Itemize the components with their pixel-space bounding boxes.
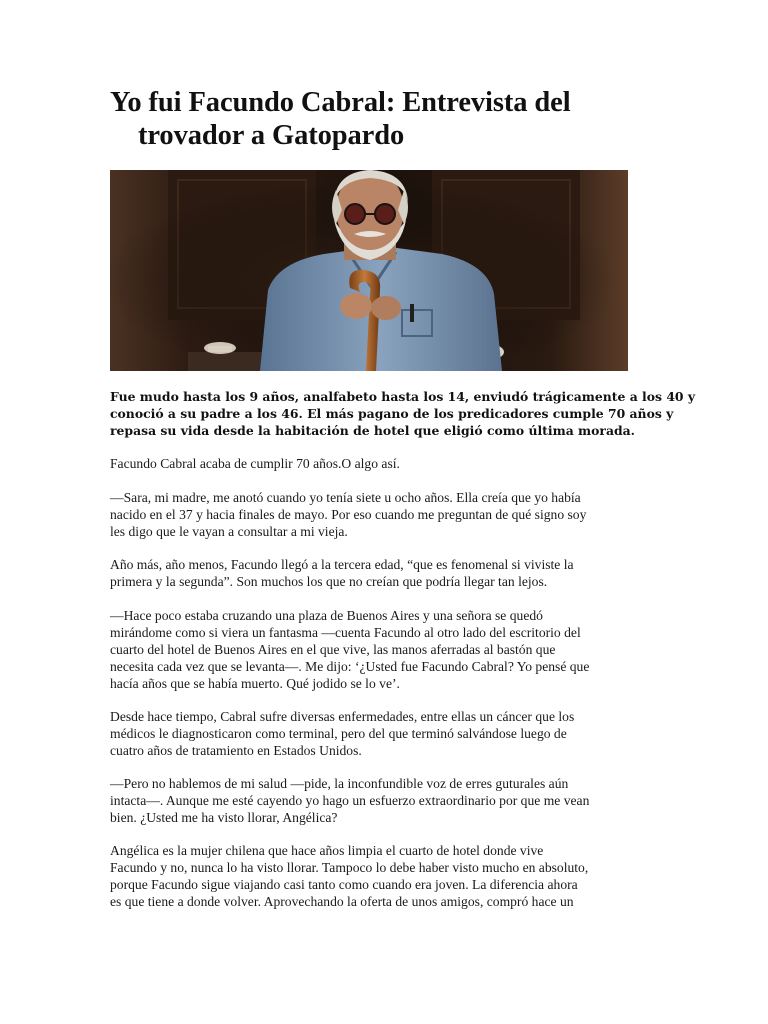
paragraph-3 — [110, 556, 662, 590]
paragraph-line: cuarto del hotel de Buenos Aires en el que vive, las manos aferradas al bastón que — [110, 642, 556, 657]
lead-line: Fue mudo hasta los 9 años, analfabeto hasta los 14, enviudó trágicamente a los 40 y — [110, 389, 696, 404]
lead-line: conoció a su padre a los 46. El más pagano de los predicadores cumple 70 años y — [110, 406, 674, 421]
paragraph-6 — [110, 775, 662, 826]
paragraph-line: cuatro años de tratamiento en Estados Unidos. — [110, 743, 362, 758]
paragraph-line: Facundo Cabral acaba de cumplir 70 años.O algo así. — [110, 456, 400, 471]
paragraph-line: médicos le diagnosticaron como terminal, pero del que terminó salvándose luego de — [110, 726, 567, 741]
lead-line: repasa su vida desde la habitación de hotel que eligió como última morada. — [110, 423, 635, 438]
paragraph-line: nacido en el 37 y hacia finales de mayo. Por eso cuando me preguntan de qué signo soy — [110, 507, 587, 522]
paragraph-line: necesita cada vez que se levanta—. Me dijo: ‘¿Usted fue Facundo Cabral? Yo pensé que — [110, 659, 590, 674]
paragraph-line: les digo que le vayan a consultar a mi vieja. — [110, 524, 348, 539]
title-line-2: trovador a Gatopardo — [138, 120, 405, 151]
paragraph-line: —Sara, mi madre, me anotó cuando yo tenía siete u ocho años. Ella creía que yo había — [110, 490, 581, 505]
paragraph-line: mirándome como si viera un fantasma —cuenta Facundo al otro lado del escritorio del — [110, 625, 581, 640]
paragraph-line: bien. ¿Usted me ha visto llorar, Angélica? — [110, 810, 338, 825]
paragraph-line: Facundo y no, nunca lo ha visto llorar. Tampoco lo debe haber visto mucho en absoluto, — [110, 860, 589, 875]
paragraph-line: —Pero no hablemos de mi salud —pide, la inconfundible voz de erres guturales aún — [110, 776, 569, 791]
article-title — [110, 86, 670, 152]
paragraph-7 — [110, 842, 662, 910]
article-lead — [110, 388, 696, 439]
paragraph-line: es que tiene a donde volver. Aprovechando la oferta de unos amigos, compró hace un — [110, 894, 574, 909]
paragraph-line: hacía años que se había muerto. Qué jodido se lo ve’. — [110, 676, 400, 691]
paragraph-line: porque Facundo sigue viajando casi tanto como cuando era joven. La diferencia ahora — [110, 877, 578, 892]
paragraph-line: Año más, año menos, Facundo llegó a la tercera edad, “que es fenomenal si viviste la — [110, 557, 574, 572]
paragraph-line: primera y la segunda”. Son muchos los que no creían que podría llegar tan lejos. — [110, 574, 548, 589]
portrait-photo — [110, 170, 628, 371]
paragraph-line: —Hace poco estaba cruzando una plaza de Buenos Aires y una señora se quedó — [110, 608, 543, 623]
paragraph-2 — [110, 489, 662, 540]
paragraph-line: Angélica es la mujer chilena que hace años limpia el cuarto de hotel donde vive — [110, 843, 544, 858]
title-line-1: Yo fui Facundo Cabral: Entrevista del — [110, 87, 571, 118]
paragraph-line: Desde hace tiempo, Cabral sufre diversas enfermedades, entre ellas un cáncer que los — [110, 709, 575, 724]
paragraph-5 — [110, 708, 662, 759]
paragraph-4 — [110, 607, 662, 692]
paragraph-line: intacta—. Aunque me esté cayendo yo hago un esfuerzo extraordinario por que me vean — [110, 793, 590, 808]
paragraph-1 — [110, 455, 662, 472]
